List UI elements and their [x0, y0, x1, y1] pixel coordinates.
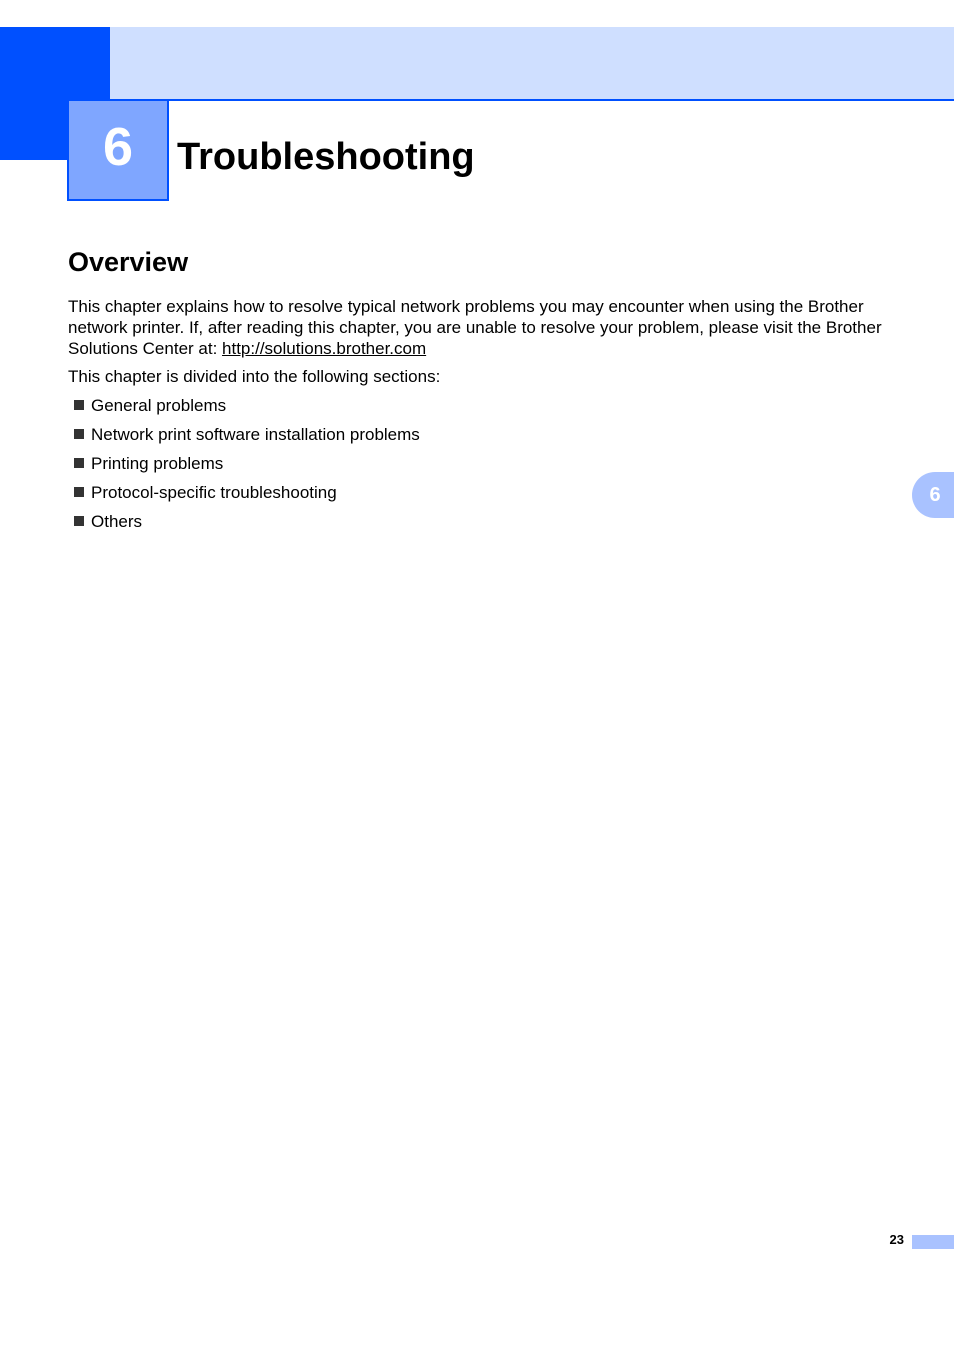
list-item: [74, 511, 420, 540]
intro-text: This chapter explains how to resolve typical network problems you may encounter when using the Brother network printer. If, after reading this chapter, you are unable to resolve your problem, please visit the Brother Solutions Center at:: [68, 297, 882, 358]
page-number: 23: [889, 1232, 904, 1247]
square-bullet-icon: [74, 487, 84, 497]
chapter-number-box: [67, 99, 169, 201]
square-bullet-icon: [74, 400, 84, 410]
chapter-title: Troubleshooting: [177, 136, 475, 178]
square-bullet-icon: [74, 429, 84, 439]
header-rule: [110, 99, 954, 101]
square-bullet-icon: [74, 516, 84, 526]
page-number-bar: [912, 1235, 954, 1249]
chapter-side-tab: [912, 472, 954, 518]
side-tab-number: 6: [929, 484, 941, 506]
list-item-label: Protocol-specific troubleshooting: [91, 483, 337, 502]
section-heading-overview: Overview: [68, 247, 189, 277]
list-item: [74, 482, 420, 511]
header-band: [110, 27, 954, 99]
list-item: [74, 453, 420, 482]
list-item-label: Others: [91, 512, 143, 531]
chapter-number: 6: [102, 117, 134, 177]
solutions-center-link[interactable]: http://solutions.brother.com: [222, 339, 427, 358]
square-bullet-icon: [74, 458, 84, 468]
section-list: [74, 395, 420, 540]
list-item-label: Printing problems: [91, 454, 224, 473]
list-item-label: General problems: [91, 396, 227, 415]
list-item: [74, 395, 420, 424]
list-item-label: Network print software installation problems: [91, 425, 420, 444]
list-item: [74, 424, 420, 453]
intro-paragraph: [68, 296, 918, 359]
sections-intro-text: This chapter is divided into the following sections:: [68, 367, 441, 386]
